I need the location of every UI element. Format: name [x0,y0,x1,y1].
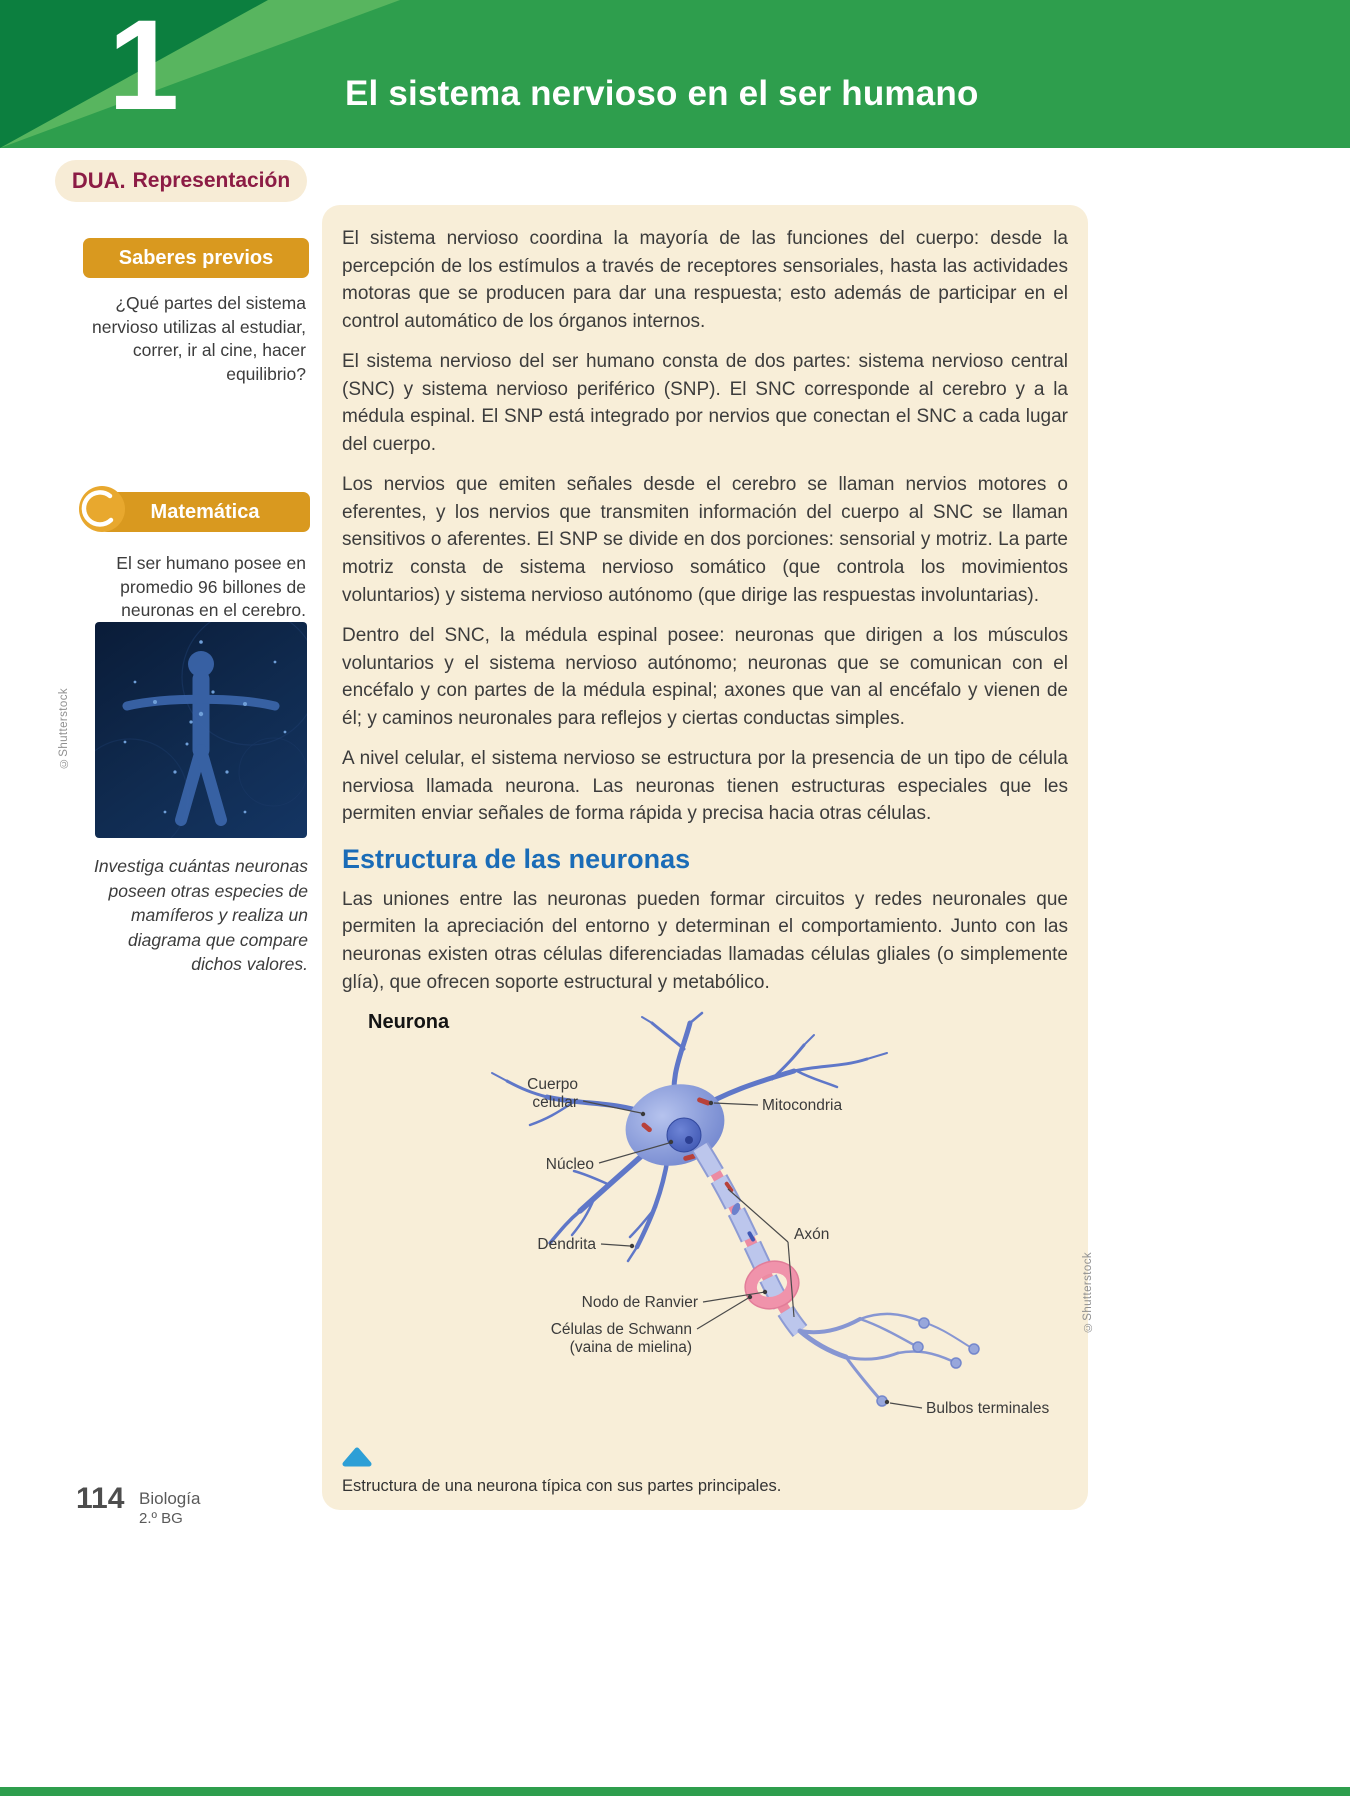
label-nucleo: Núcleo [545,1156,594,1174]
human-body-figure-image [95,622,307,838]
bottom-green-bar [0,1787,1350,1796]
caption-triangle-icon [342,1447,372,1467]
paragraph-1: El sistema nervioso coordina la mayoría de las funciones del cuerpo: desde la percepción de los estímulos a través de receptores sensoriales, hasta las actividades motoras que se producen para dar una respuesta; esto además de participar en el control automático de los órganos internos. [342,228,1068,332]
label-nodo-de-ranvier: Nodo de Ranvier [581,1294,698,1312]
terminal-branches [800,1314,970,1397]
matematica-ribbon: Matemática [100,492,310,532]
paragraph-5: A nivel celular, el sistema nervioso se estructura por la presencia de un tipo de célula nerviosa llamada neurona. Las neuronas tienen estructuras especiales que les permiten enviar señales de forma rápida y precisa hacia otras células. [342,748,1068,825]
dua-text: Representación [132,169,291,192]
footer-subject: Biología [139,1489,201,1508]
diagram-credit: ©Shutterstock [1082,1252,1094,1334]
dua-badge [55,160,307,202]
matematica-activity: Investiga cuántas neuronas poseen otras especies de mamíferos y realiza un diagrama que compare dichos valores. [93,856,308,974]
unit-header [0,0,1350,148]
footer-grade: 2.º BG [139,1510,183,1527]
paragraph-3: Los nervios que emiten señales desde el cerebro se llaman nervios motores o eferentes, y los nervios que transmiten información del cuerpo al SNC se llaman sensitivos o aferentes. El SNP se divide en dos porciones: sensorial y motriz. La parte motriz consta de sistema nervioso somático (que controla los movimientos voluntarios) y sistema nervioso autónomo (que dirige las respuestas involuntarias). [342,474,1068,606]
svg-text:celular: celular [532,1094,578,1112]
section-paragraph: Las uniones entre las neuronas pueden formar circuitos y redes neuronales que permiten la apreciación del entorno y determinan el comportamiento. Junto con las neuronas existen otras células diferenciadas llamadas células gliales (o simplemente glía), que ofrecen soporte estructural y metabólico. [342,888,1068,993]
terminal-bulbs [877,1318,979,1406]
figure-caption-block [342,1447,1068,1496]
paragraph-2: El sistema nervioso del ser humano consta de dos partes: sistema nervioso central (SNC) y sistema nervioso periférico (SNP). El SNC corresponde al cerebro y a la médula espinal. El SNP está integrado por nervios que conectan el SNC a cada lugar del cuerpo. [342,351,1068,455]
saberes-previos-ribbon: Saberes previos [83,238,309,278]
paragraph-4: Dentro del SNC, la médula espinal posee: neuronas que dirigen a los músculos voluntarios y el sistema nervioso autónomo; neuronas que se comunican con el encéfalo y con partes de la médula espinal; axones que van al encéfalo y vienen de él; y caminos neuronales para reflejos y ciertas conductas simples. [342,625,1068,729]
neuron-diagram [342,1009,1068,1441]
label-bulbos-terminales: Bulbos terminales [926,1400,1050,1418]
neuron-illustration [342,1009,1068,1441]
label-mitocondria: Mitocondria [762,1097,843,1115]
unit-number: 1 [108,0,180,137]
label-cuerpo-celular: Cuerpo [527,1076,578,1094]
label-axon: Axón [794,1226,830,1244]
page-number: 114 [76,1482,125,1515]
section-heading: Estructura de las neuronas [342,843,691,874]
page-title: El sistema nervioso en el ser humano [345,74,979,113]
nucleus [667,1118,701,1152]
saberes-previos-question: ¿Qué partes del sistema nervioso utilizas al estudiar, correr, ir al cine, hacer equilibrio? [92,293,306,384]
compass-c-icon [77,484,127,534]
label-celulas-schwann: Células de Schwann [550,1321,692,1339]
svg-text:(vaina de mielina): (vaina de mielina) [569,1339,692,1357]
matematica-fact: El ser humano posee en promedio 96 billones de neuronas en el cerebro. [116,553,306,621]
figure-caption: Estructura de una neurona típica con sus partes principales. [342,1477,782,1496]
label-dendrita: Dendrita [537,1236,596,1254]
main-content-panel [322,205,1088,1510]
figure-credit: ©Shutterstock [58,688,70,770]
diagram-title: Neurona [368,1011,450,1034]
dua-label: DUA. [71,168,126,193]
